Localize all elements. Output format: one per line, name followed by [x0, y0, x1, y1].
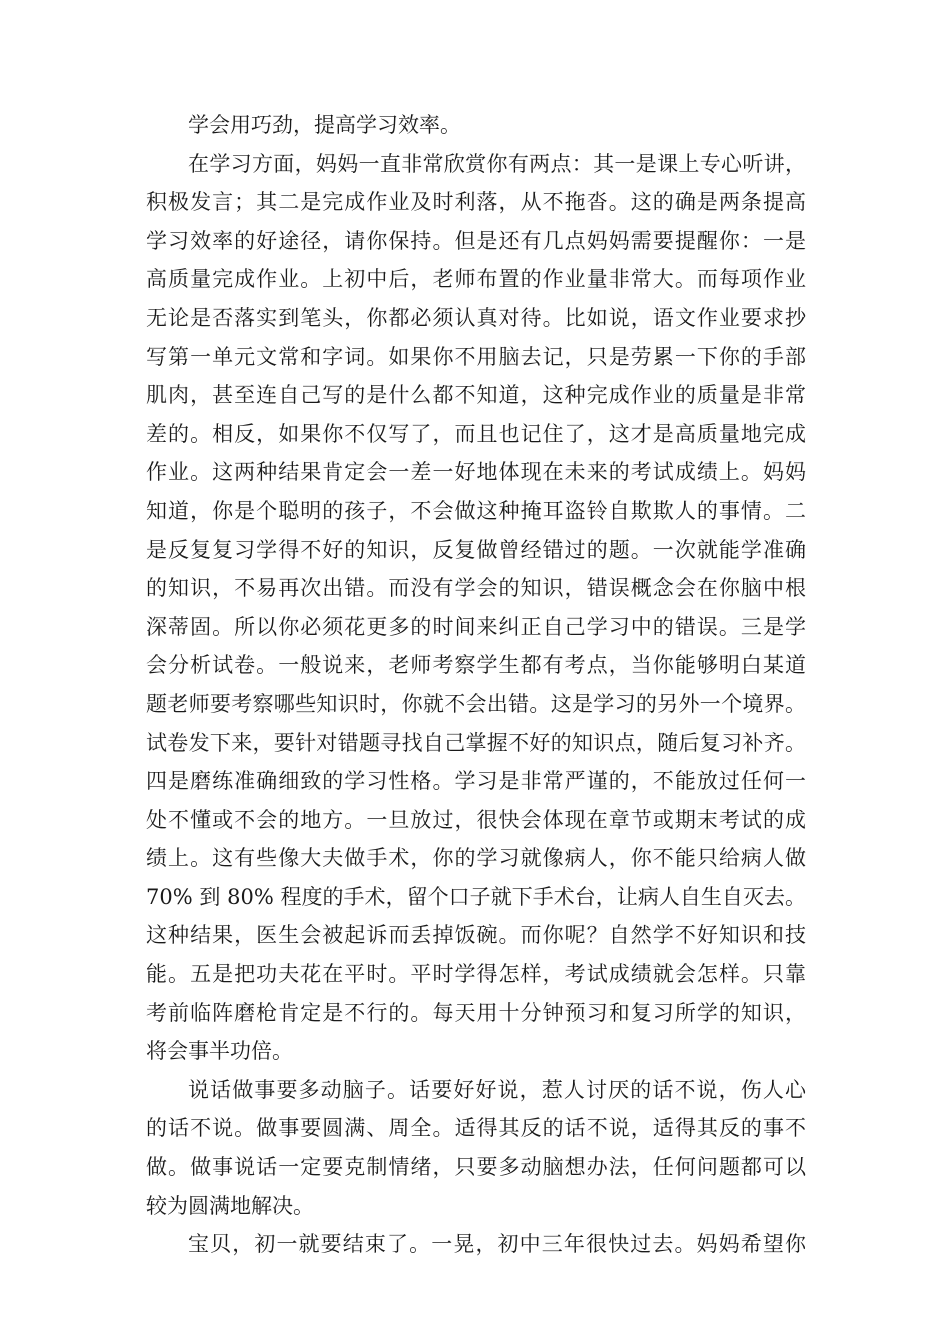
- text-line: 做。做事说话一定要克制情绪，只要多动脑想办法，任何问题都可以: [146, 1155, 806, 1180]
- text-line: 这种结果，医生会被起诉而丢掉饭碗。而你呢？自然学不好知识和技: [146, 923, 806, 948]
- text-line: 积极发言；其二是完成作业及时利落，从不拖沓。这的确是两条提高: [146, 190, 806, 215]
- text-line: 绩上。这有些像大夫做手术，你的学习就像病人，你不能只给病人做: [146, 846, 806, 871]
- text-line: 题老师要考察哪些知识时，你就不会出错。这是学习的另外一个境界。: [146, 691, 806, 716]
- text-line: 宝贝，初一就要结束了。一晃，初中三年很快过去。妈妈希望你: [188, 1232, 806, 1257]
- text-line: 较为圆满地解决。: [146, 1193, 314, 1218]
- text-line: 作业。这两种结果肯定会一差一好地体现在未来的考试成绩上。妈妈: [146, 460, 806, 485]
- text-line: 学习效率的好途径，请你保持。但是还有几点妈妈需要提醒你：一是: [146, 228, 806, 253]
- text-line: 差的。相反，如果你不仅写了，而且也记住了，这才是高质量地完成: [146, 421, 806, 446]
- text-line: 高质量完成作业。上初中后，老师布置的作业量非常大。而每项作业: [146, 267, 806, 292]
- text-line: 能。五是把功夫花在平时。平时学得怎样，考试成绩就会怎样。只靠: [146, 962, 806, 987]
- text-line: 学会用巧劲，提高学习效率。: [188, 113, 461, 137]
- text-line: 试卷发下来，要针对错题寻找自己掌握不好的知识点，随后复习补齐。: [146, 730, 806, 755]
- text-line: 将会事半功倍。: [146, 1039, 293, 1064]
- text-line: 无论是否落实到笔头，你都必须认真对待。比如说，语文作业要求抄: [146, 305, 806, 330]
- text-line: 知道，你是个聪明的孩子，不会做这种掩耳盗铃自欺欺人的事情。二: [146, 498, 806, 523]
- body-text: [146, 106, 806, 1264]
- text-line: 的话不说。做事要圆满、周全。适得其反的话不说，适得其反的事不: [146, 1116, 806, 1141]
- text-line: 70% 到 80% 程度的手术，留个口子就下手术台，让病人自生自灭去。: [146, 884, 806, 909]
- text-line: 的知识，不易再次出错。而没有学会的知识，错误概念会在你脑中根: [146, 576, 806, 601]
- text-line: 说话做事要多动脑子。话要好好说，惹人讨厌的话不说，伤人心: [188, 1077, 806, 1102]
- text-line: 会分析试卷。一般说来，老师考察学生都有考点，当你能够明白某道: [146, 653, 806, 678]
- text-line: 在学习方面，妈妈一直非常欣赏你有两点：其一是课上专心听讲，: [188, 151, 806, 176]
- text-line: 是反复复习学得不好的知识，反复做曾经错过的题。一次就能学准确: [146, 537, 806, 562]
- text-line: 四是磨练准确细致的学习性格。学习是非常严谨的，不能放过任何一: [146, 769, 806, 794]
- text-line: 处不懂或不会的地方。一旦放过，很快会体现在章节或期末考试的成: [146, 807, 806, 832]
- text-line: 考前临阵磨枪肯定是不行的。每天用十分钟预习和复习所学的知识，: [146, 1000, 806, 1025]
- text-line: 肌肉，甚至连自己写的是什么都不知道，这种完成作业的质量是非常: [146, 383, 806, 408]
- text-line: 深蒂固。所以你必须花更多的时间来纠正自己学习中的错误。三是学: [146, 614, 806, 639]
- text-line: 写第一单元文常和字词。如果你不用脑去记，只是劳累一下你的手部: [146, 344, 806, 369]
